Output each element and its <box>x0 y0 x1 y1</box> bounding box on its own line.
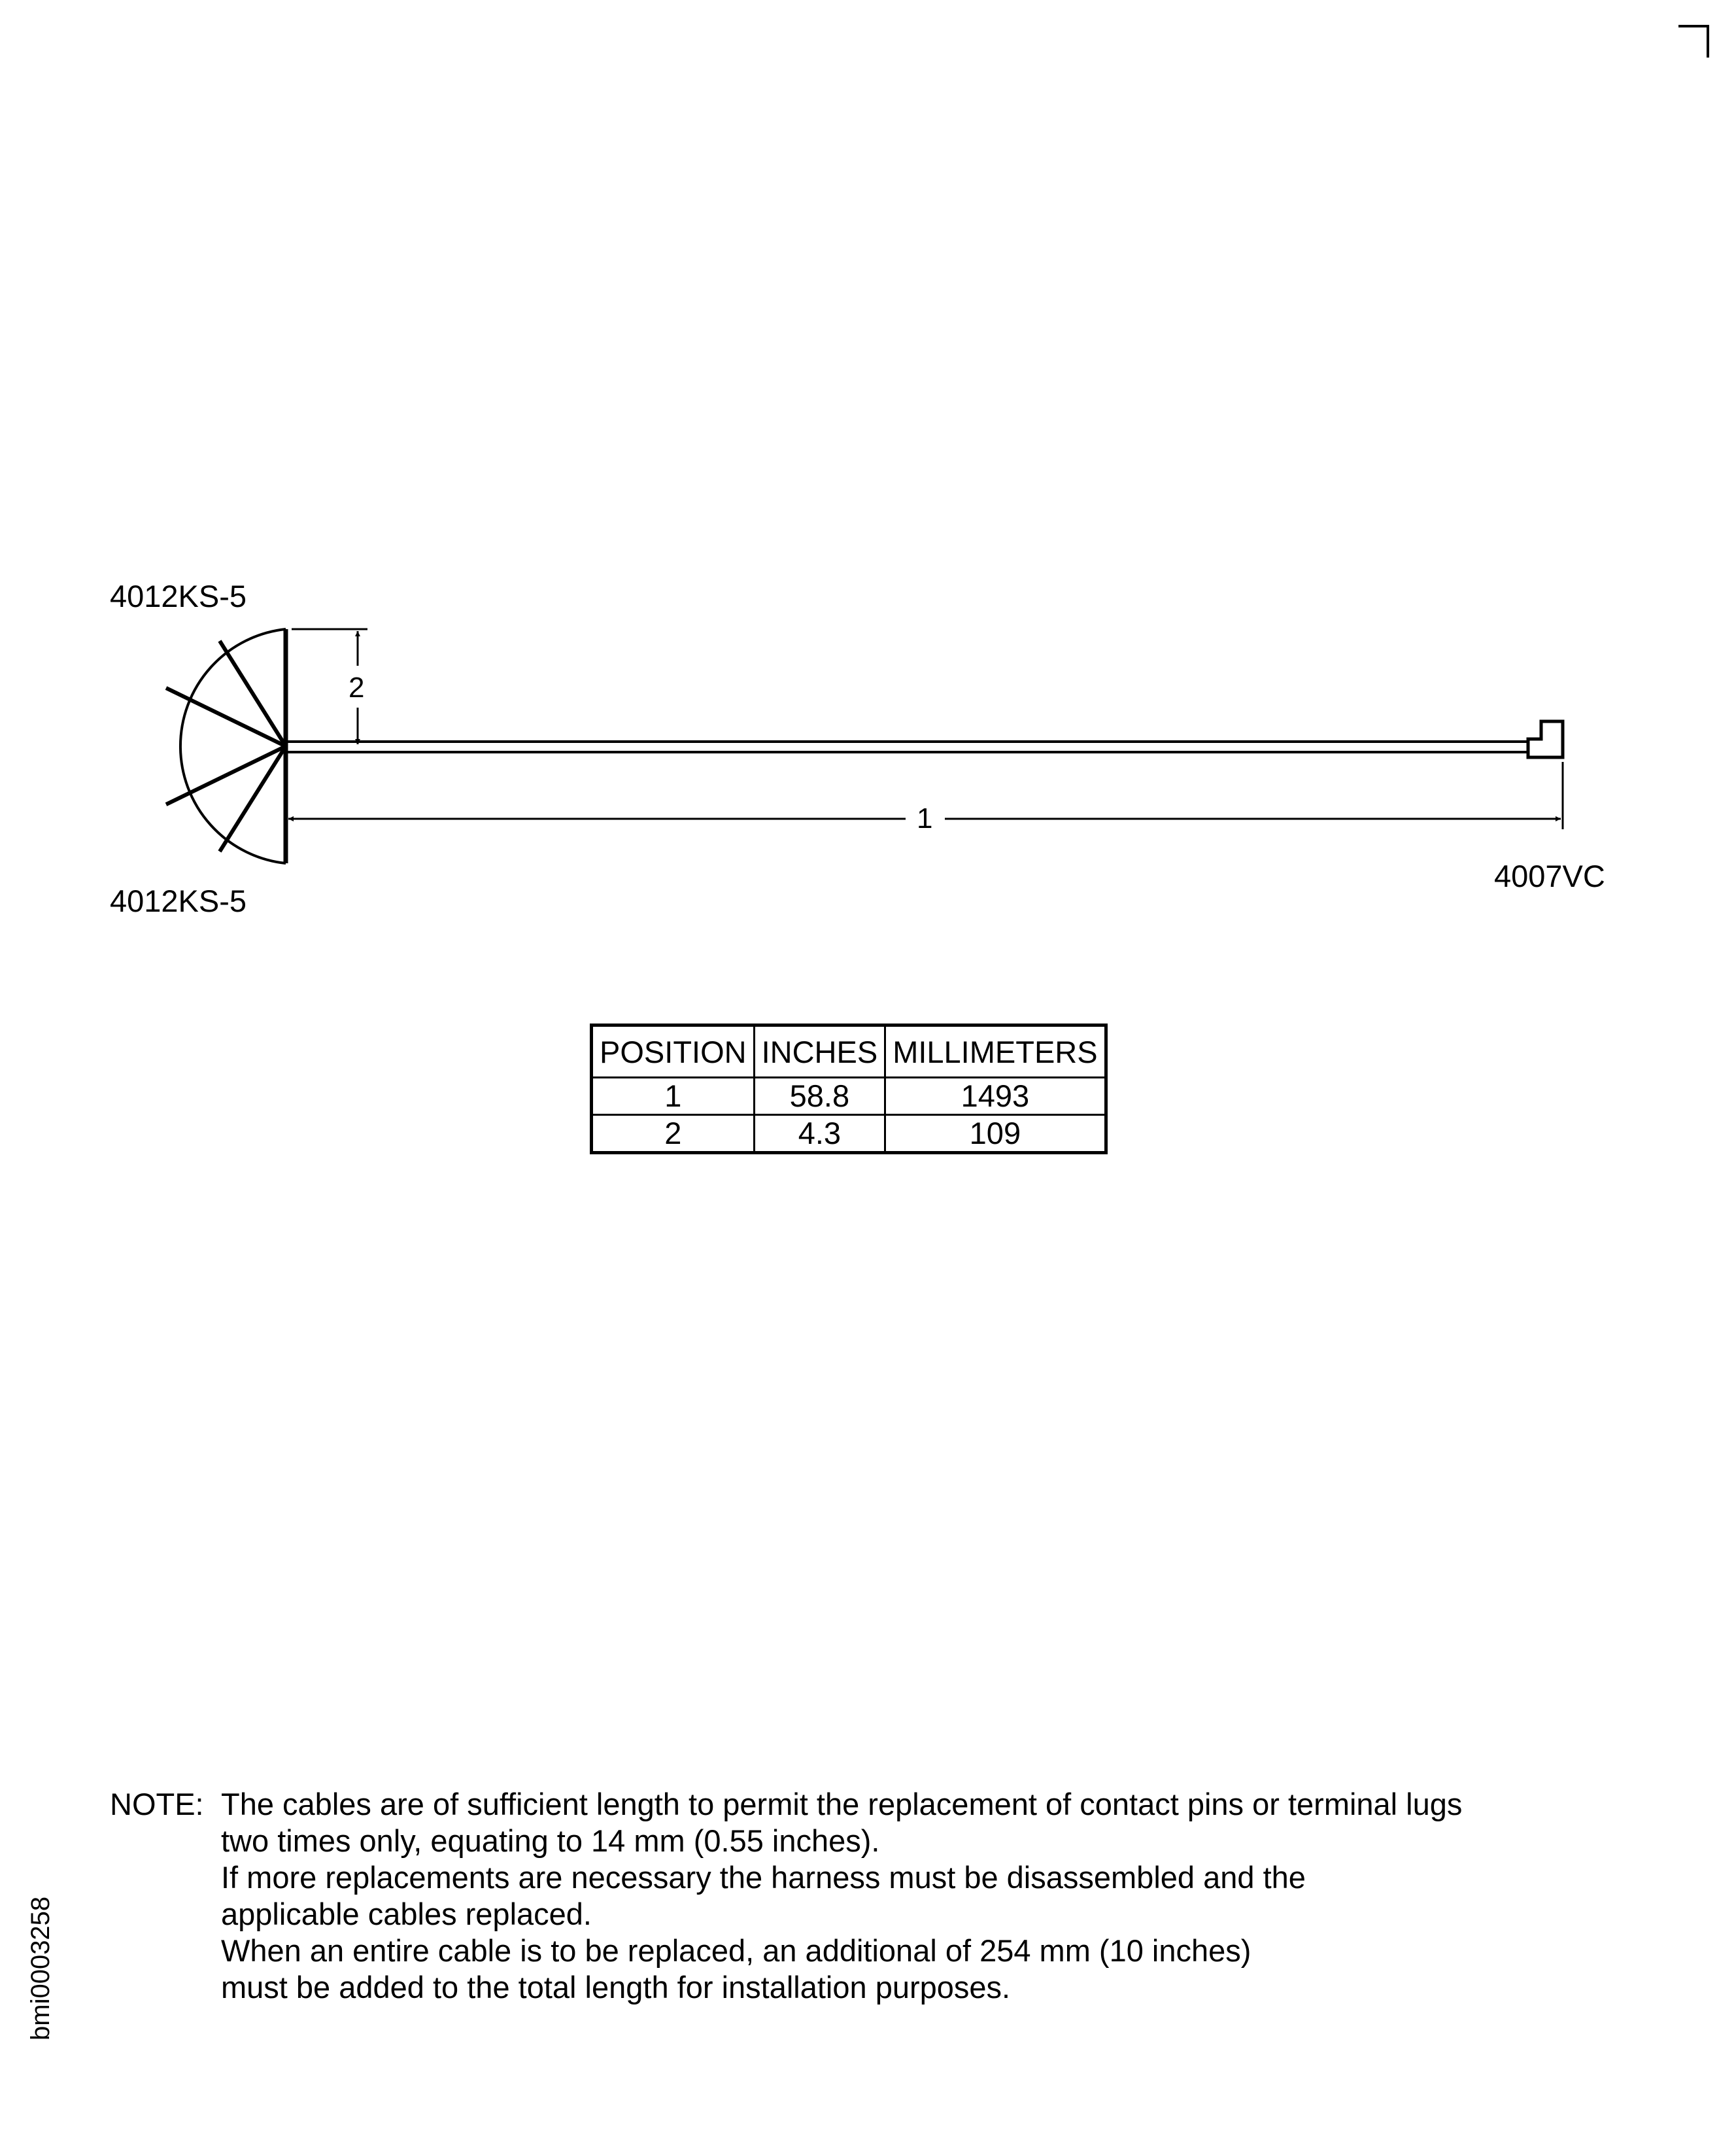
note-label: NOTE: <box>110 1787 204 1821</box>
table-header-row <box>592 1025 1106 1078</box>
table-cell: 4.3 <box>754 1115 885 1153</box>
dimension-2-label: 2 <box>349 672 365 704</box>
table-row <box>592 1115 1106 1153</box>
dimension-table <box>590 1024 1108 1154</box>
note-line: When an entire cable is to be replaced, an additional of 254 mm (10 inches) <box>221 1933 1251 1968</box>
note-line: two times only, equating to 14 mm (0.55 inches). <box>221 1823 880 1858</box>
header-inches: INCHES <box>754 1025 885 1078</box>
connector-right-label: 4007VC <box>1494 859 1605 893</box>
connector-top-label: 4012KS-5 <box>110 579 247 613</box>
note-line: The cables are of sufficient length to permit the replacement of contact pins or terminal lugs <box>221 1787 1463 1821</box>
note-line: must be added to the total length for installation purposes. <box>221 1970 1011 2005</box>
note-block <box>110 1786 1462 2006</box>
table-cell: 58.8 <box>754 1078 885 1115</box>
note-line: If more replacements are necessary the harness must be disassembled and the <box>221 1860 1306 1895</box>
figure-id: bmi0003258 <box>26 1896 55 2040</box>
dimension-1-label: 1 <box>917 802 933 835</box>
connector-bottom-label: 4012KS-5 <box>110 884 247 918</box>
table-cell: 1493 <box>885 1078 1106 1115</box>
table-cell: 1 <box>592 1078 755 1115</box>
corner-mark <box>1678 26 1708 58</box>
cable <box>286 742 1528 752</box>
header-position: POSITION <box>592 1025 755 1078</box>
note-line: applicable cables replaced. <box>221 1897 592 1931</box>
table-cell: 2 <box>592 1115 755 1153</box>
table-cell: 109 <box>885 1115 1106 1153</box>
fan-connector-4012KS-5 <box>166 629 286 863</box>
table-row <box>592 1078 1106 1115</box>
connector-4007VC <box>1528 721 1563 757</box>
header-millimeters: MILLIMETERS <box>885 1025 1106 1078</box>
